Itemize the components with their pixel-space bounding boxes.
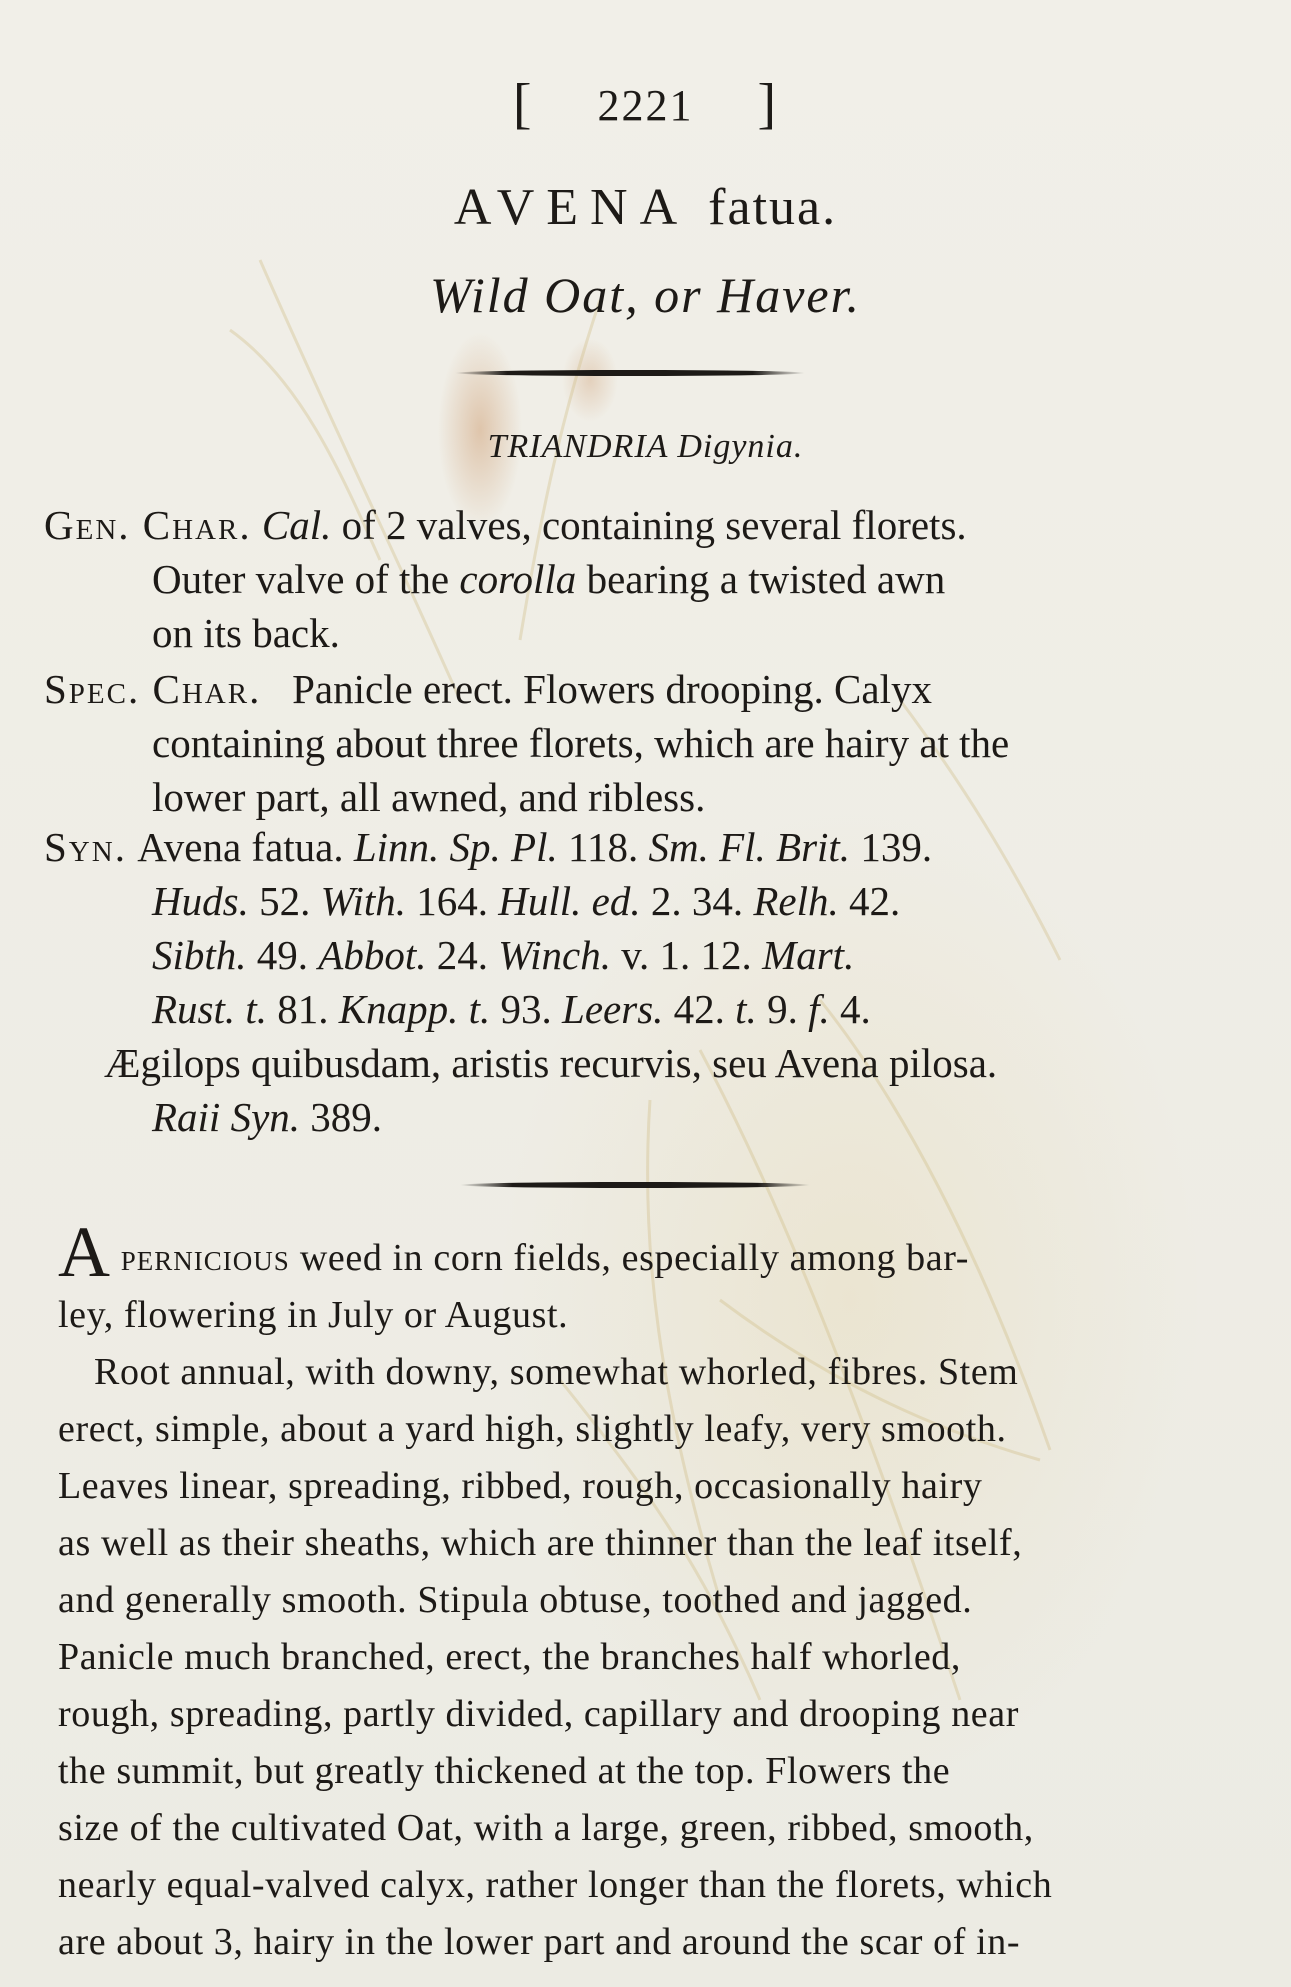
genus-name: AVENA — [453, 179, 690, 236]
text-run: corolla — [459, 556, 577, 602]
text-run: Avena fatua. — [137, 824, 354, 870]
text-run: Mart. — [762, 932, 855, 978]
gen-char-line-2 — [44, 552, 1224, 606]
text-run: Sm. Fl. Brit. — [648, 824, 851, 870]
specific-character — [44, 662, 1224, 824]
spec-char-line-3: lower part, all awned, and ribless. — [152, 774, 706, 820]
spec-char-line-2: containing about three florets, which are hairy at the — [152, 720, 1010, 766]
gen-char-label: Gen. Char. — [44, 502, 252, 548]
description-line-2: ley, flowering in July or August. — [58, 1294, 569, 1336]
text-run: Huds. — [152, 878, 249, 924]
description-line: the summit, but greatly thickened at the top. Flowers the — [58, 1750, 951, 1792]
description-line: Panicle much branched, erect, the branches half whorled, — [58, 1636, 961, 1678]
spec-char-line-1 — [44, 662, 1224, 716]
species-title — [0, 178, 1291, 237]
text-run: 93. — [490, 986, 563, 1032]
text-run: 81. — [267, 986, 339, 1032]
plate-number-value: 2221 — [597, 81, 694, 130]
synonyms — [44, 820, 1224, 1144]
text-run: Knapp. t. — [338, 986, 491, 1032]
syn-line-1 — [44, 820, 1224, 874]
text-run: Cal. — [261, 502, 332, 548]
text-run: Relh. — [753, 878, 839, 924]
description-paragraph-2 — [58, 1344, 1228, 1971]
text-run: 164. — [406, 878, 499, 924]
syn-line-4 — [44, 982, 1224, 1036]
gen-char-line-1 — [44, 498, 1224, 552]
description-line: Leaves linear, spreading, ribbed, rough, occasionally hairy — [58, 1465, 983, 1507]
text-run: Hull. ed. — [498, 878, 641, 924]
description-line: and generally smooth. Stipula obtuse, toothed and jagged. — [58, 1579, 973, 1621]
text-run: 4. — [829, 986, 871, 1032]
text-run: 139. — [850, 824, 933, 870]
description-text — [58, 1212, 1228, 1971]
text-run: 2. 34. — [640, 878, 754, 924]
gen-char-line-3: on its back. — [152, 610, 340, 656]
text-run: 42. — [838, 878, 901, 924]
text-run: 118. — [557, 824, 649, 870]
syn-line-5: Ægilops quibusdam, aristis recurvis, seu Avena pilosa. — [104, 1040, 998, 1086]
syn-label: Syn. — [44, 824, 127, 870]
bracket-close: ] — [757, 73, 779, 135]
description-line: nearly equal-valved calyx, rather longer than the florets, which — [58, 1864, 1053, 1906]
text-run: of 2 valves, containing several florets. — [331, 502, 967, 548]
text-run: 52. — [248, 878, 321, 924]
text-run: 42. — [663, 986, 736, 1032]
text-run: Leers. — [562, 986, 664, 1032]
description-line: size of the cultivated Oat, with a large, green, ribbed, smooth, — [58, 1807, 1034, 1849]
text-run: v. 1. 12. — [610, 932, 763, 978]
syn-line-6 — [44, 1090, 1224, 1144]
text-run: Rust. t. — [152, 986, 268, 1032]
linnaean-classification: TRIANDRIA Digynia. — [487, 428, 804, 465]
text-run: Winch. — [498, 932, 611, 978]
description-line: erect, simple, about a yard high, slightly leafy, very smooth. — [58, 1408, 1007, 1450]
syn-text-1 — [137, 824, 932, 870]
text-run: Abbot. — [318, 932, 427, 978]
syn-line-2 — [44, 874, 1224, 928]
spec-char-text: Panicle erect. Flowers drooping. Calyx — [292, 666, 932, 712]
bracket-open: [ — [512, 73, 534, 135]
ornamental-rule-bottom — [460, 1182, 810, 1188]
text-run: 389. — [300, 1094, 383, 1140]
description-line-1 — [58, 1212, 1228, 1292]
text-run: Raii Syn. — [152, 1094, 301, 1140]
spec-char-label: Spec. Char. — [44, 666, 262, 712]
plate-number — [0, 70, 1291, 134]
species-name: fatua. — [708, 179, 838, 236]
description-line: as well as their sheaths, which are thinner than the leaf itself, — [58, 1522, 1023, 1564]
ornamental-rule-top — [455, 370, 805, 376]
lead-word: pernicious — [120, 1237, 290, 1279]
description-line: rough, spreading, partly divided, capillary and drooping near — [58, 1693, 1019, 1735]
text-run: bearing a twisted awn — [576, 556, 946, 602]
text-run: Sibth. — [152, 932, 247, 978]
drop-cap: A — [58, 1212, 111, 1292]
text-run: With. — [320, 878, 407, 924]
text-run: 9. — [756, 986, 809, 1032]
text-run: f. — [808, 986, 830, 1032]
text-run: 49. — [246, 932, 319, 978]
description-line: Root annual, with downy, somewhat whorled, fibres. Stem — [94, 1351, 1019, 1393]
generic-character — [44, 498, 1224, 660]
text-run: Linn. Sp. Pl. — [353, 824, 558, 870]
syn-line-3 — [44, 928, 1224, 982]
text-run: Outer valve of the — [152, 556, 460, 602]
description-line: are about 3, hairy in the lower part and around the scar of in- — [58, 1921, 1021, 1963]
gen-char-text — [262, 502, 967, 548]
text-run: t. — [735, 986, 757, 1032]
description-line-1-rest: weed in corn fields, especially among bar- — [289, 1237, 969, 1279]
text-run: 24. — [426, 932, 499, 978]
common-name: Wild Oat, or Haver. — [429, 267, 862, 323]
